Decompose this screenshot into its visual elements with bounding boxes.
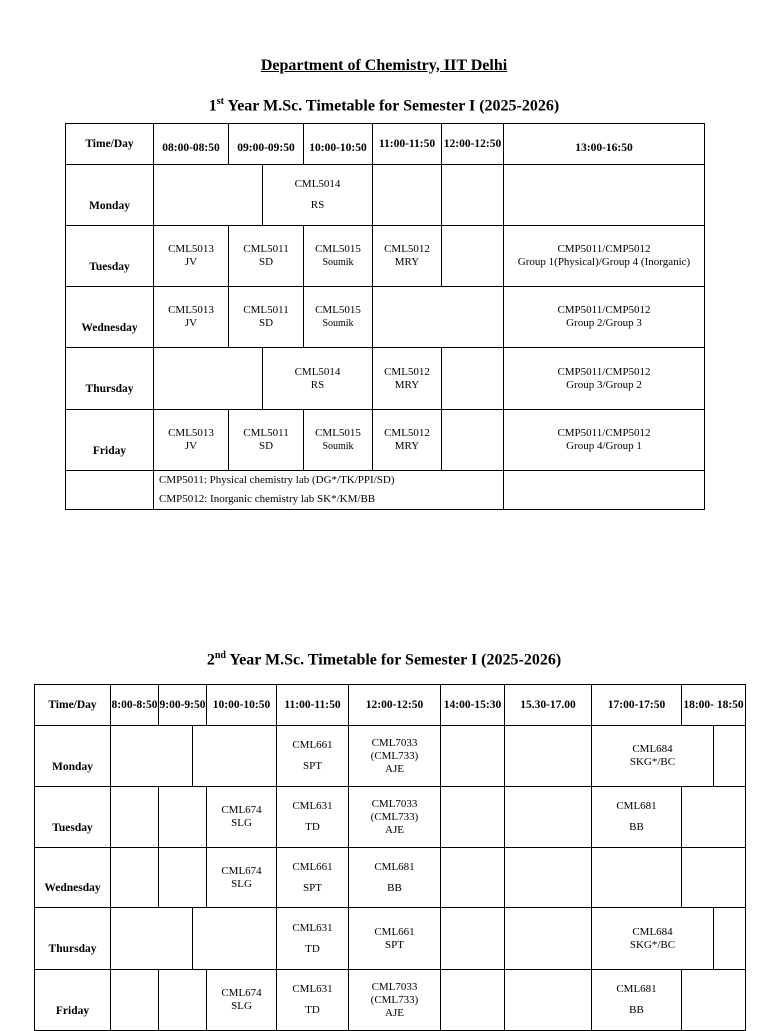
instructor: SKG*/BC bbox=[629, 756, 676, 768]
empty-cell bbox=[154, 348, 263, 410]
class-cell bbox=[277, 726, 349, 787]
instructor: TD bbox=[305, 1004, 320, 1016]
instructor: TD bbox=[305, 942, 320, 955]
empty-cell bbox=[682, 970, 746, 1031]
empty-cell bbox=[682, 848, 746, 908]
empty-cell bbox=[504, 165, 705, 226]
instructor: AJE bbox=[385, 762, 404, 775]
header-cell: 9:00-9:50 bbox=[159, 685, 207, 726]
class-cell bbox=[207, 787, 277, 848]
instructor: JV bbox=[184, 317, 198, 329]
course-code: CML681 bbox=[616, 800, 657, 812]
day-label: Wednesday bbox=[66, 287, 154, 348]
lab-notes bbox=[154, 471, 504, 510]
class-cell bbox=[592, 908, 714, 970]
empty-cell bbox=[441, 726, 505, 787]
class-cell bbox=[263, 348, 373, 410]
instructor: RS bbox=[310, 378, 325, 391]
table-row-thursday bbox=[35, 908, 746, 970]
empty-cell bbox=[441, 970, 505, 1031]
table1-title-suffix: st bbox=[216, 96, 225, 107]
table-row-monday bbox=[66, 165, 705, 226]
table1-title bbox=[0, 96, 768, 115]
header-row bbox=[66, 124, 705, 165]
course-code: CML5014 bbox=[294, 178, 341, 190]
empty-cell bbox=[505, 726, 592, 787]
instructor: JV bbox=[184, 256, 198, 268]
lab-codes: CMP5011/CMP5012 bbox=[557, 243, 651, 255]
course-alt-code: (CML733) bbox=[370, 749, 419, 762]
header-cell: 12:00-12:50 bbox=[442, 124, 504, 165]
instructor: AJE bbox=[385, 823, 404, 836]
day-label: Thursday bbox=[66, 348, 154, 410]
header-cell: 10:00-10:50 bbox=[207, 685, 277, 726]
day-label: Tuesday bbox=[66, 226, 154, 287]
course-code: CML681 bbox=[374, 860, 415, 873]
header-cell: 12:00-12:50 bbox=[349, 685, 441, 726]
table-row-monday bbox=[35, 726, 746, 787]
course-code: CML7033 bbox=[371, 797, 418, 810]
class-cell bbox=[373, 348, 442, 410]
header-cell: 11:00-11:50 bbox=[277, 685, 349, 726]
empty-cell bbox=[441, 908, 505, 970]
lab-codes: CMP5011/CMP5012 bbox=[557, 427, 651, 439]
empty-cell bbox=[442, 410, 504, 471]
course-code: CML5011 bbox=[243, 427, 289, 439]
class-cell bbox=[277, 787, 349, 848]
class-cell bbox=[207, 970, 277, 1031]
class-cell bbox=[263, 165, 373, 226]
course-code: CML5012 bbox=[384, 243, 430, 255]
empty-cell bbox=[442, 348, 504, 410]
empty-cell bbox=[159, 848, 207, 908]
empty-cell bbox=[154, 165, 263, 226]
table2-title bbox=[0, 650, 768, 669]
instructor: SD bbox=[258, 317, 274, 329]
class-cell bbox=[229, 410, 304, 471]
header-cell: 10:00-10:50 bbox=[304, 124, 373, 165]
empty-cell bbox=[505, 787, 592, 848]
timetable-1st-year bbox=[65, 123, 705, 510]
header-cell: 18:00- 18:50 bbox=[682, 685, 746, 726]
class-cell bbox=[304, 287, 373, 348]
course-code: CML5012 bbox=[384, 365, 430, 378]
header-row bbox=[35, 685, 746, 726]
class-cell bbox=[592, 726, 714, 787]
department-title: Department of Chemistry, IIT Delhi bbox=[260, 57, 508, 74]
timetable-2nd-year bbox=[34, 684, 746, 1031]
course-alt-code: (CML733) bbox=[370, 993, 419, 1006]
table-row-wednesday bbox=[66, 287, 705, 348]
class-cell bbox=[304, 410, 373, 471]
empty-cell bbox=[159, 787, 207, 848]
instructor: Soumik bbox=[322, 441, 354, 452]
empty-cell bbox=[159, 970, 207, 1031]
empty-cell bbox=[111, 908, 193, 970]
instructor: SD bbox=[258, 256, 274, 268]
header-cell: Time/Day bbox=[35, 685, 111, 726]
course-code: CML631 bbox=[292, 800, 333, 812]
note-line: CMP5012: Inorganic chemistry lab SK*/KM/BB bbox=[159, 493, 376, 505]
class-cell bbox=[349, 908, 441, 970]
lab-codes: CMP5011/CMP5012 bbox=[557, 365, 651, 378]
instructor: SD bbox=[258, 440, 274, 452]
empty-cell bbox=[111, 970, 159, 1031]
class-cell bbox=[154, 410, 229, 471]
empty-cell bbox=[504, 471, 705, 510]
instructor: RS bbox=[310, 199, 325, 211]
header-cell: 17:00-17:50 bbox=[592, 685, 682, 726]
course-code: CML7033 bbox=[371, 736, 418, 749]
table-row-tuesday bbox=[35, 787, 746, 848]
lab-groups: Group 1(Physical)/Group 4 (Inorganic) bbox=[517, 256, 691, 268]
day-label: Monday bbox=[66, 165, 154, 226]
empty-cell bbox=[442, 226, 504, 287]
table-row-friday bbox=[66, 410, 705, 471]
class-cell bbox=[349, 726, 441, 787]
empty-cell bbox=[193, 908, 277, 970]
table2-title-rest: Year M.Sc. Timetable for Semester I (2025-2026) bbox=[225, 651, 562, 669]
course-code: CML5011 bbox=[243, 243, 289, 255]
empty-cell bbox=[373, 165, 442, 226]
course-code: CML5013 bbox=[168, 304, 214, 316]
header-cell: 14:00-15:30 bbox=[441, 685, 505, 726]
empty-cell bbox=[441, 848, 505, 908]
course-code: CML674 bbox=[221, 987, 262, 999]
instructor: AJE bbox=[385, 1006, 404, 1019]
class-cell bbox=[277, 970, 349, 1031]
instructor: SPT bbox=[303, 881, 322, 894]
header-cell: 13:00-16:50 bbox=[504, 124, 705, 165]
instructor: SLG bbox=[231, 1000, 252, 1012]
instructor: MRY bbox=[394, 256, 420, 268]
class-cell bbox=[229, 226, 304, 287]
lab-groups: Group 2/Group 3 bbox=[566, 317, 642, 329]
table-row-wednesday bbox=[35, 848, 746, 908]
course-code: CML5015 bbox=[315, 243, 361, 255]
instructor: BB bbox=[629, 821, 644, 833]
table-row-tuesday bbox=[66, 226, 705, 287]
class-cell bbox=[154, 287, 229, 348]
course-code: CML5012 bbox=[384, 427, 430, 439]
class-cell bbox=[373, 226, 442, 287]
instructor: JV bbox=[184, 440, 198, 452]
note-line: CMP5011: Physical chemistry lab (DG*/TK/PPI/SD) bbox=[159, 474, 395, 486]
course-alt-code: (CML733) bbox=[370, 810, 419, 823]
empty-cell bbox=[193, 726, 277, 787]
empty-cell bbox=[505, 848, 592, 908]
table1-title-ordinal: 1 bbox=[208, 97, 217, 115]
class-cell bbox=[592, 970, 682, 1031]
course-code: CML5015 bbox=[315, 427, 361, 439]
course-code: CML5013 bbox=[168, 243, 214, 255]
lab-cell bbox=[504, 410, 705, 471]
instructor: BB bbox=[387, 881, 402, 894]
instructor: MRY bbox=[394, 378, 420, 391]
class-cell bbox=[349, 848, 441, 908]
empty-cell bbox=[505, 970, 592, 1031]
lab-groups: Group 3/Group 2 bbox=[566, 378, 642, 391]
day-label: Wednesday bbox=[35, 848, 111, 908]
course-code: CML684 bbox=[632, 925, 673, 938]
empty-cell bbox=[714, 726, 746, 787]
class-cell bbox=[349, 787, 441, 848]
instructor: SLG bbox=[231, 817, 252, 829]
instructor: Soumik bbox=[322, 257, 354, 268]
course-code: CML5013 bbox=[168, 427, 214, 439]
empty-cell bbox=[111, 787, 159, 848]
course-code: CML681 bbox=[616, 983, 657, 995]
day-label: Thursday bbox=[35, 908, 111, 970]
course-code: CML7033 bbox=[371, 980, 418, 993]
lab-cell bbox=[504, 287, 705, 348]
class-cell bbox=[277, 848, 349, 908]
empty-cell bbox=[66, 471, 154, 510]
class-cell bbox=[373, 410, 442, 471]
class-cell bbox=[229, 287, 304, 348]
instructor: MRY bbox=[394, 440, 420, 452]
course-code: CML684 bbox=[632, 743, 673, 755]
class-cell bbox=[207, 848, 277, 908]
header-cell: 8:00-8:50 bbox=[111, 685, 159, 726]
lab-groups: Group 4/Group 1 bbox=[566, 440, 642, 452]
empty-cell bbox=[442, 165, 504, 226]
day-label: Friday bbox=[35, 970, 111, 1031]
table2-title-ordinal: 2 bbox=[206, 651, 215, 669]
instructor: SPT bbox=[385, 938, 404, 951]
instructor: BB bbox=[629, 1004, 644, 1016]
course-code: CML5011 bbox=[243, 304, 289, 316]
day-label: Friday bbox=[66, 410, 154, 471]
class-cell bbox=[349, 970, 441, 1031]
lab-cell bbox=[504, 348, 705, 410]
notes-row bbox=[66, 471, 705, 510]
table1-title-rest: Year M.Sc. Timetable for Semester I (2025-2026) bbox=[224, 97, 560, 115]
instructor: SPT bbox=[303, 760, 322, 772]
header-cell: Time/Day bbox=[66, 124, 154, 165]
course-code: CML661 bbox=[292, 860, 333, 873]
course-code: CML5014 bbox=[294, 365, 341, 378]
course-code: CML631 bbox=[292, 983, 333, 995]
instructor: SLG bbox=[231, 877, 252, 890]
lab-cell bbox=[504, 226, 705, 287]
class-cell bbox=[154, 226, 229, 287]
course-code: CML5015 bbox=[315, 304, 361, 316]
header-cell: 11:00-11:50 bbox=[373, 124, 442, 165]
table-row-thursday bbox=[66, 348, 705, 410]
course-code: CML631 bbox=[292, 921, 333, 934]
course-code: CML661 bbox=[292, 739, 333, 751]
table2-title-suffix: nd bbox=[214, 650, 226, 661]
empty-cell bbox=[111, 848, 159, 908]
class-cell bbox=[592, 787, 682, 848]
empty-cell bbox=[682, 787, 746, 848]
instructor: TD bbox=[305, 821, 320, 833]
class-cell bbox=[304, 226, 373, 287]
table-row-friday bbox=[35, 970, 746, 1031]
course-code: CML674 bbox=[221, 804, 262, 816]
header-cell: 09:00-09:50 bbox=[229, 124, 304, 165]
day-label: Tuesday bbox=[35, 787, 111, 848]
class-cell bbox=[277, 908, 349, 970]
empty-cell bbox=[373, 287, 504, 348]
header-cell: 15.30-17.00 bbox=[505, 685, 592, 726]
instructor: Soumik bbox=[322, 318, 354, 329]
empty-cell bbox=[505, 908, 592, 970]
header-cell: 08:00-08:50 bbox=[154, 124, 229, 165]
empty-cell bbox=[592, 848, 682, 908]
empty-cell bbox=[714, 908, 746, 970]
course-code: CML661 bbox=[374, 925, 415, 938]
instructor: SKG*/BC bbox=[629, 938, 676, 951]
empty-cell bbox=[111, 726, 193, 787]
course-code: CML674 bbox=[221, 864, 262, 877]
lab-codes: CMP5011/CMP5012 bbox=[557, 304, 651, 316]
empty-cell bbox=[441, 787, 505, 848]
day-label: Monday bbox=[35, 726, 111, 787]
